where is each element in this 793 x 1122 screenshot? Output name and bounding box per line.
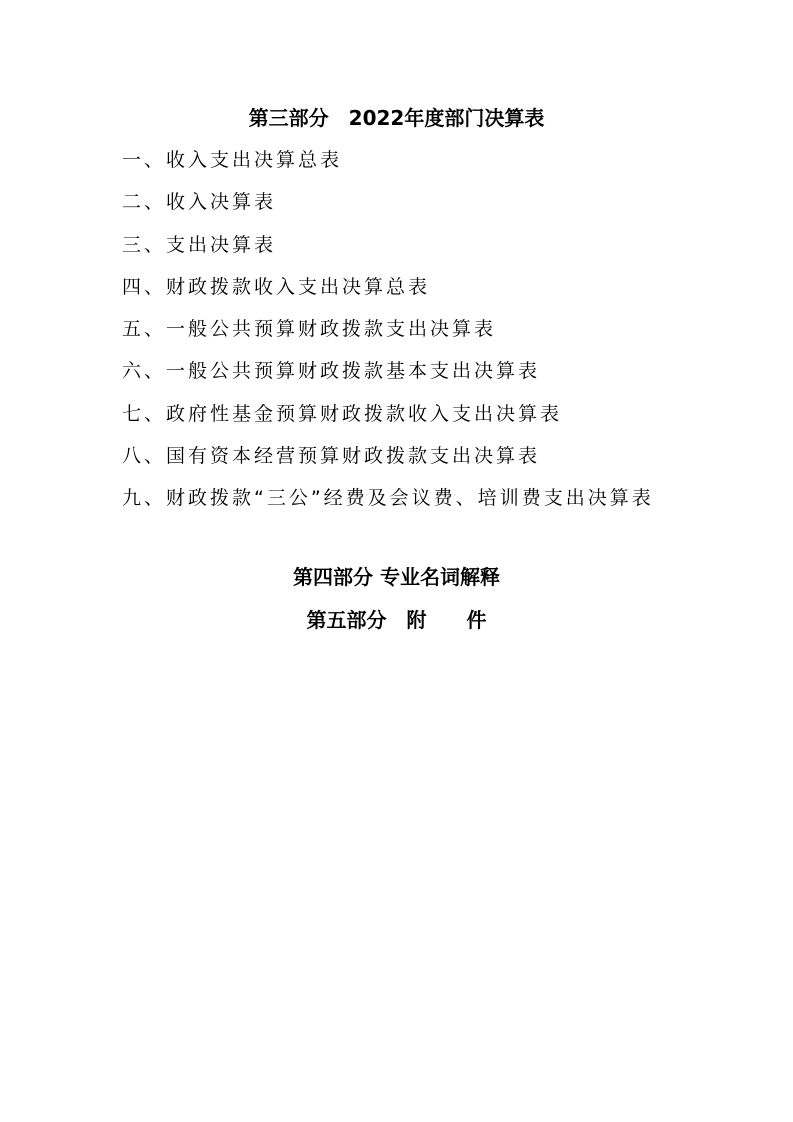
list-item: 八、国有资本经营预算财政拨款支出决算表 xyxy=(122,445,541,468)
list-item: 六、一般公共预算财政拨款基本支出决算表 xyxy=(122,360,541,383)
table-list xyxy=(122,146,654,527)
list-item: 三、支出决算表 xyxy=(122,233,277,256)
list-item: 五、一般公共预算财政拨款支出决算表 xyxy=(122,318,497,341)
list-item: 二、收入决算表 xyxy=(122,191,277,214)
part3-title: 第三部分 2022年度部门决算表 xyxy=(248,106,545,130)
list-item: 七、政府性基金预算财政拨款收入支出决算表 xyxy=(122,402,563,425)
part4-title: 第四部分 专业名词解释 xyxy=(293,565,500,589)
part5-title: 第五部分 附 件 xyxy=(306,608,487,632)
list-item: 一、收入支出决算总表 xyxy=(122,149,343,171)
list-item: 九、财政拨款“三公”经费及会议费、培训费支出决算表 xyxy=(122,487,654,510)
list-item: 四、财政拨款收入支出决算总表 xyxy=(122,275,431,298)
